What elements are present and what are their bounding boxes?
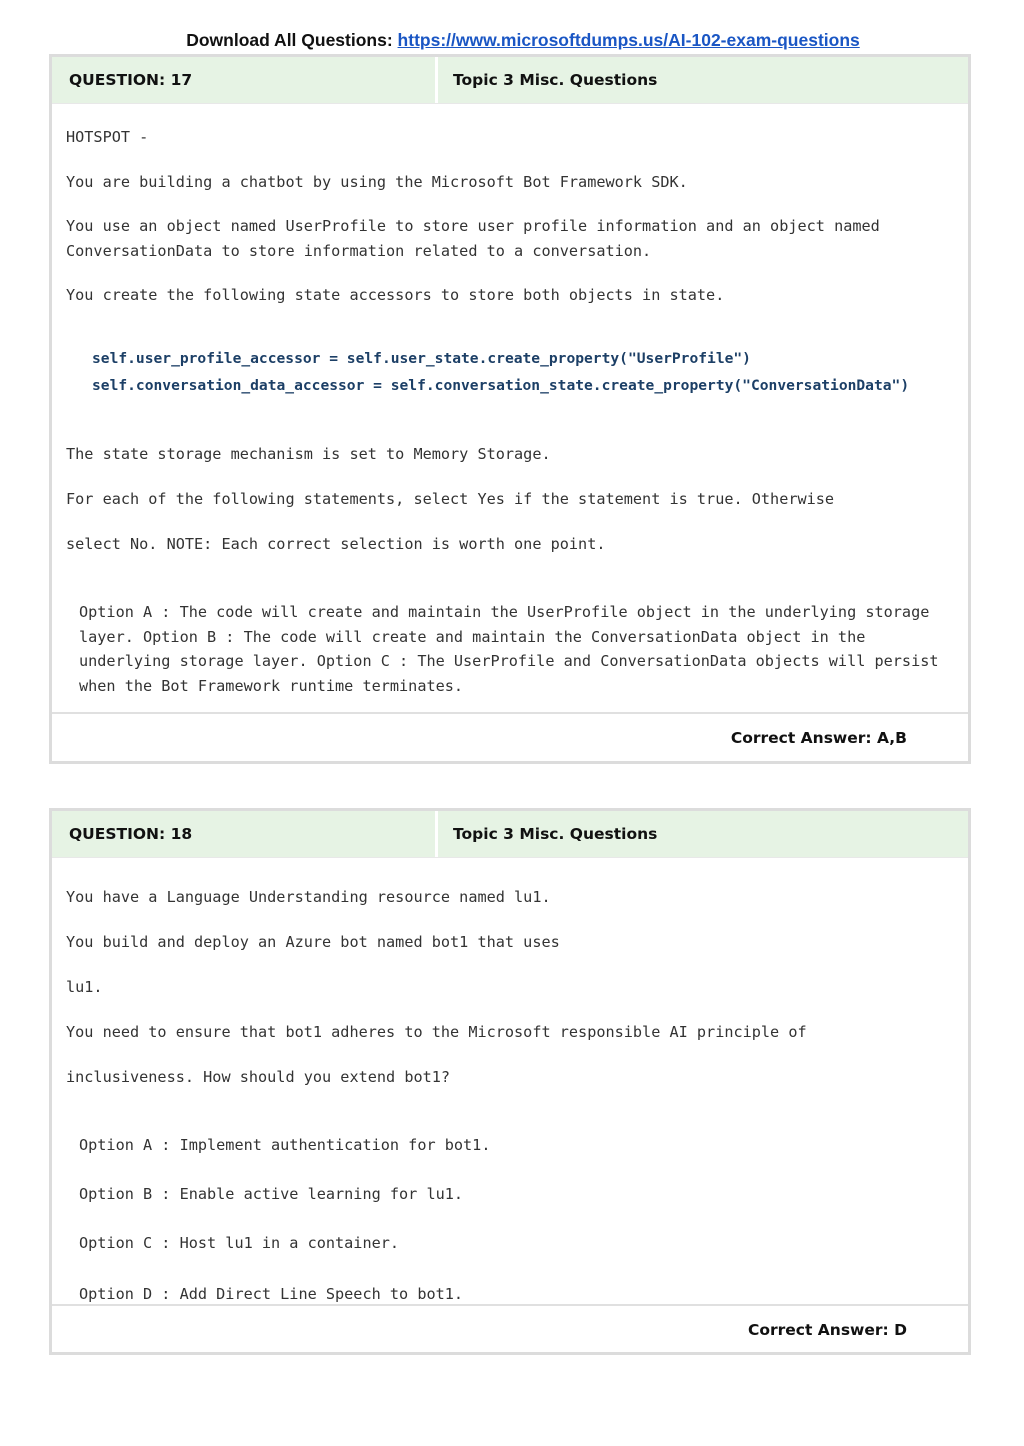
question-paragraph: You need to ensure that bot1 adheres to the Microsoft responsible AI principle of [66, 1023, 807, 1041]
code-line: self.user_profile_accessor = self.user_state.create_property("UserProfile") [92, 350, 751, 367]
download-banner [0, 30, 1024, 51]
answer-option: Option A : Implement authentication for bot1. [79, 1136, 491, 1154]
answer-row [52, 712, 968, 764]
question-header [52, 57, 968, 104]
answer-option: Option C : Host lu1 in a container. [79, 1234, 400, 1252]
question-paragraph: You create the following state accessors to store both objects in state. [66, 286, 725, 304]
question-header [52, 811, 968, 858]
correct-answer: Correct Answer: D [747, 1321, 907, 1339]
correct-answer: Correct Answer: A,B [730, 729, 907, 747]
answer-option: underlying storage layer. Option C : The UserProfile and ConversationData objects will persist [79, 652, 939, 670]
question-card-17 [49, 54, 971, 764]
question-paragraph: You have a Language Understanding resource named lu1. [66, 888, 551, 906]
question-number: QUESTION: 17 [52, 57, 438, 103]
code-line: self.conversation_data_accessor = self.conversation_state.create_property("ConversationData") [92, 377, 910, 394]
question-paragraph: select No. NOTE: Each correct selection is worth one point. [66, 535, 606, 553]
question-card-18 [49, 808, 971, 1355]
answer-option: Option B : Enable active learning for lu1. [79, 1185, 464, 1203]
answer-option: Option A : The code will create and maintain the UserProfile object in the underlying storage [79, 603, 930, 621]
question-paragraph: You build and deploy an Azure bot named bot1 that uses [66, 933, 560, 951]
question-paragraph: For each of the following statements, select Yes if the statement is true. Otherwise [66, 490, 835, 508]
question-paragraph: The state storage mechanism is set to Memory Storage. [66, 445, 551, 463]
answer-row [52, 1304, 968, 1355]
answer-option: when the Bot Framework runtime terminates. [79, 677, 464, 695]
download-link[interactable]: https://www.microsoftdumps.us/AI-102-exam-questions [397, 30, 860, 50]
question-topic: Topic 3 Misc. Questions [453, 71, 658, 89]
question-paragraph: ConversationData to store information related to a conversation. [66, 242, 652, 260]
question-number: QUESTION: 18 [52, 811, 438, 857]
question-paragraph: HOTSPOT - [66, 128, 149, 146]
answer-option: Option D : Add Direct Line Speech to bot1. [79, 1285, 464, 1303]
question-topic: Topic 3 Misc. Questions [453, 825, 658, 843]
question-paragraph: You use an object named UserProfile to store user profile information and an object named [66, 217, 880, 235]
question-paragraph: You are building a chatbot by using the Microsoft Bot Framework SDK. [66, 173, 688, 191]
download-prefix: Download All Questions: [186, 30, 393, 50]
question-paragraph: lu1. [66, 978, 103, 996]
answer-option: layer. Option B : The code will create and maintain the ConversationData object in the [79, 628, 866, 646]
question-paragraph: inclusiveness. How should you extend bot1? [66, 1068, 451, 1086]
